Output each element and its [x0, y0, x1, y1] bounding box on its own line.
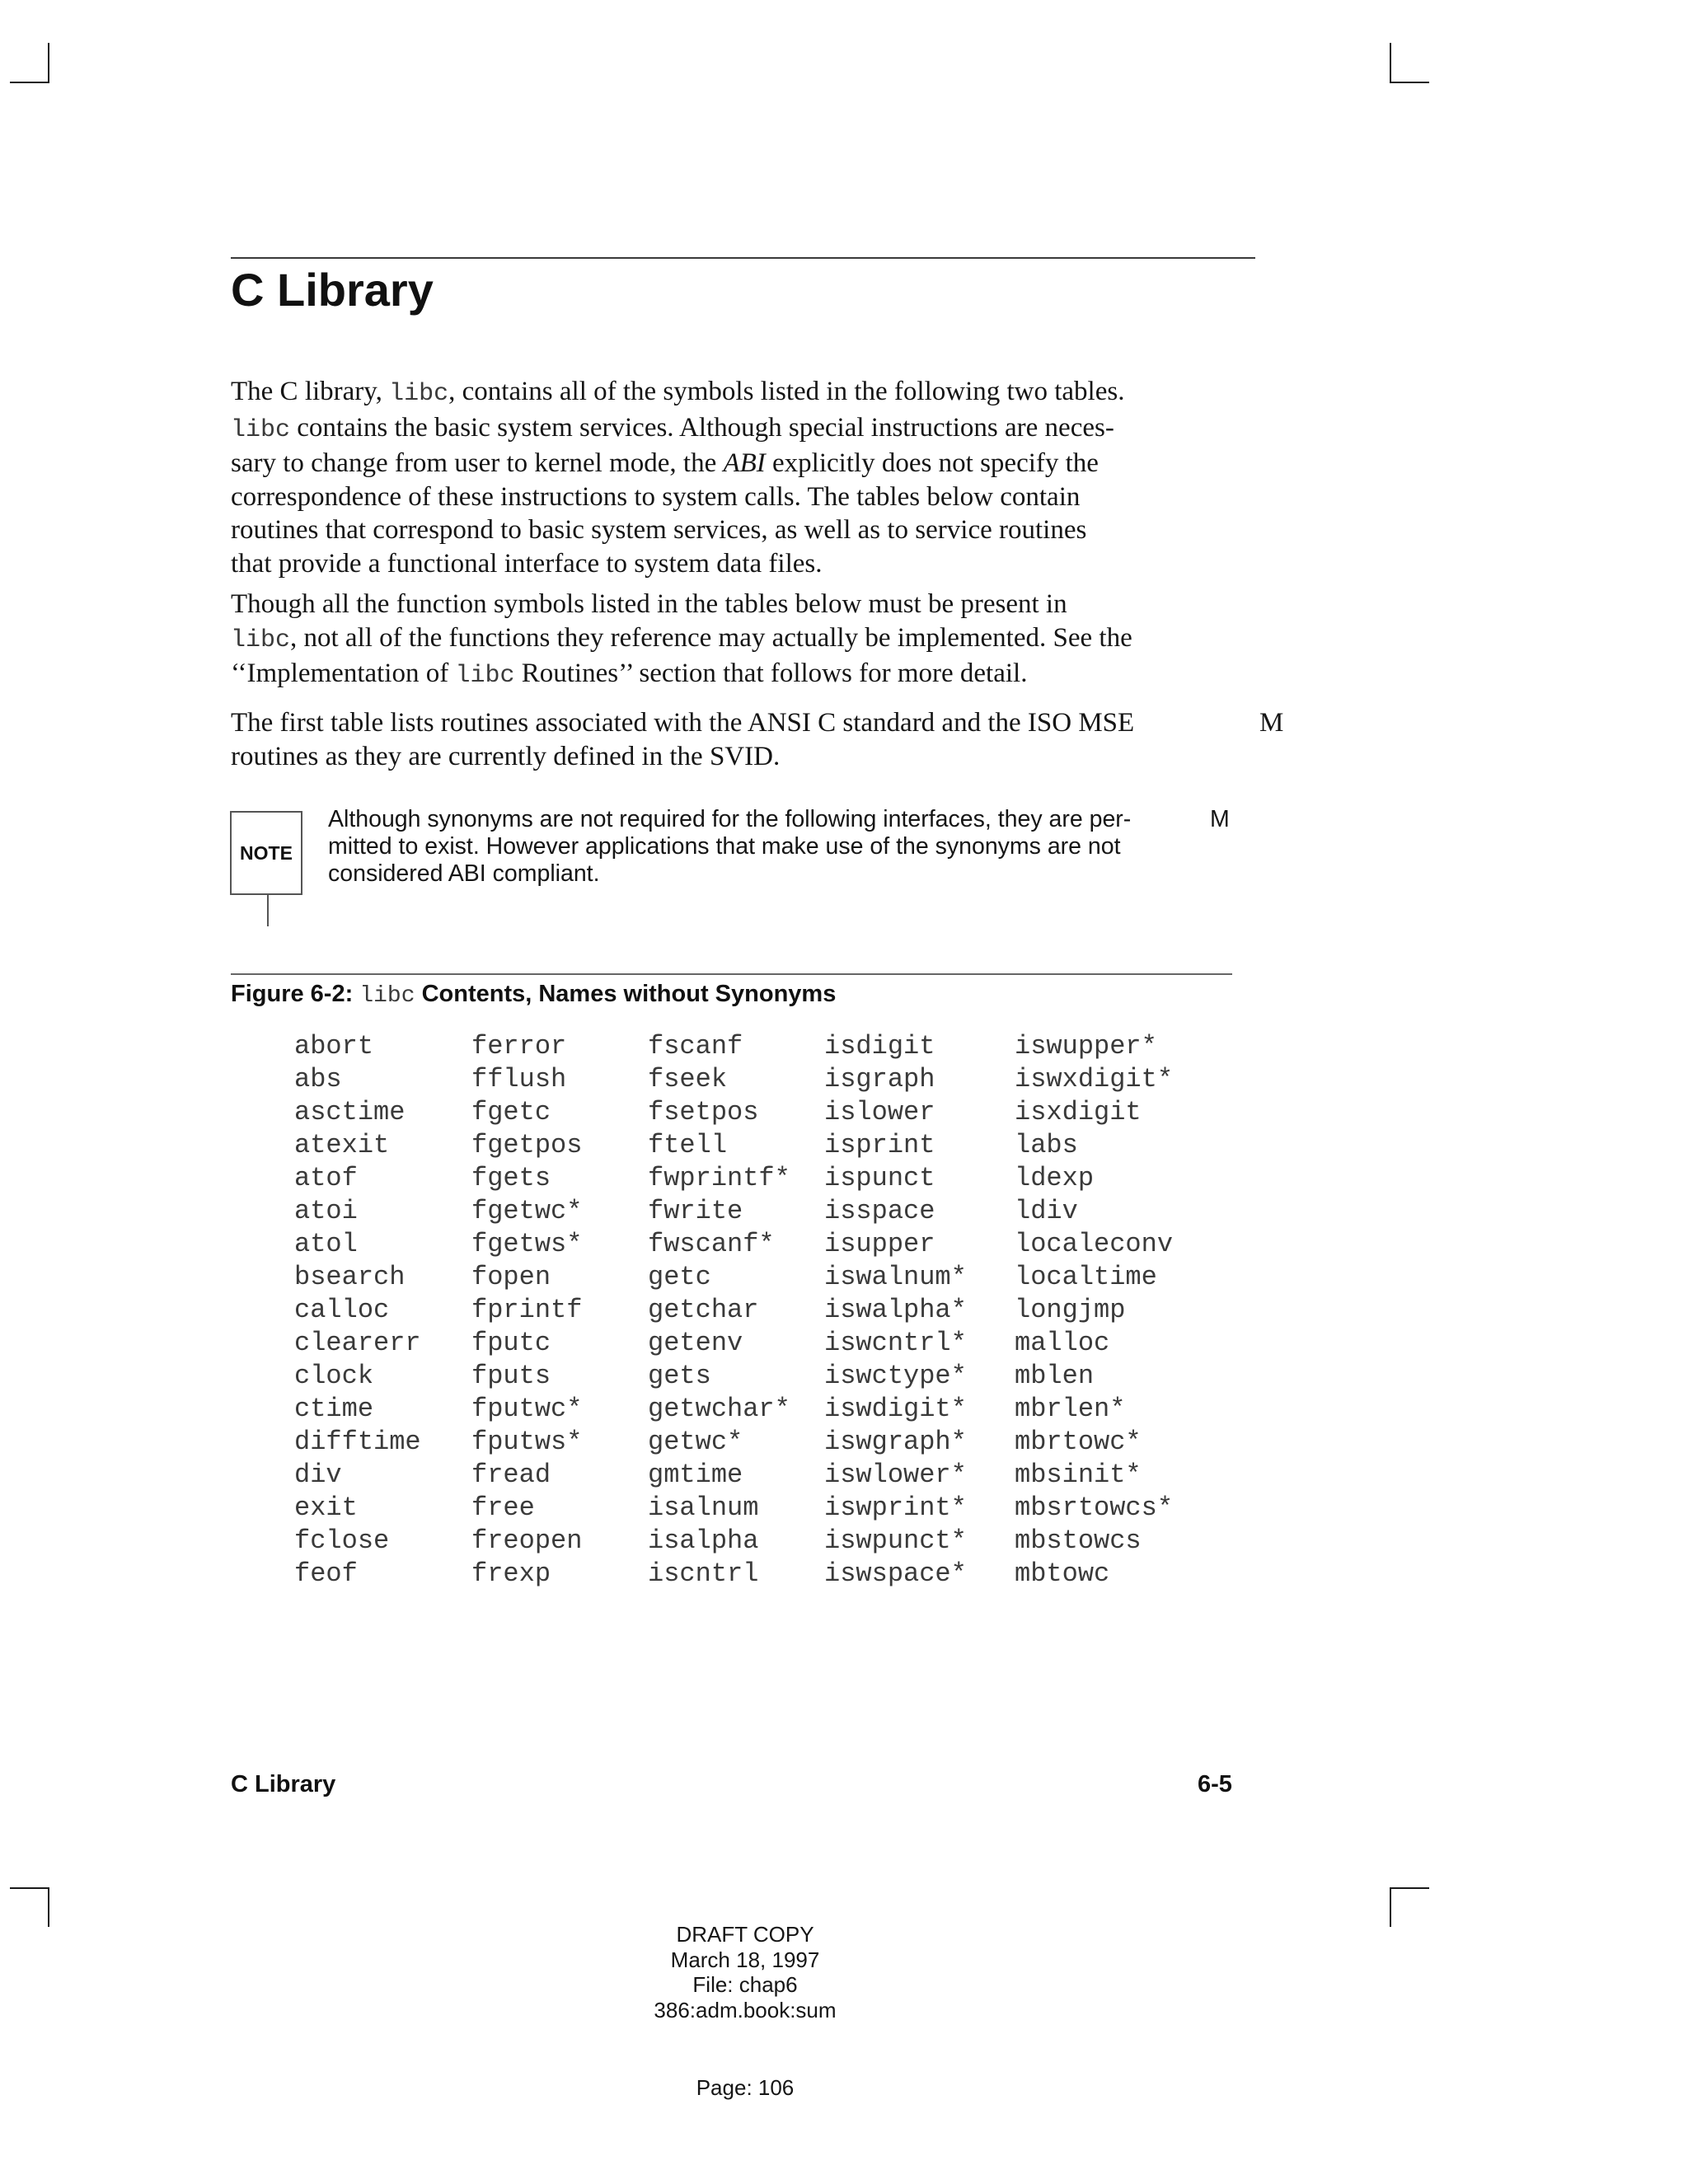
note-line: considered ABI compliant. [328, 860, 600, 887]
function-name: localeconv [1015, 1229, 1174, 1259]
note-stem [267, 895, 269, 926]
function-column [471, 1030, 582, 1591]
function-name: isxdigit [1015, 1097, 1142, 1127]
function-name: gets [648, 1361, 711, 1391]
function-name: mbrtowc* [1015, 1427, 1142, 1457]
function-name: fgetpos [471, 1130, 583, 1160]
text-line [231, 411, 1253, 448]
function-name: difftime [294, 1427, 421, 1457]
function-name: longjmp [1015, 1295, 1126, 1325]
function-name: malloc [1015, 1328, 1110, 1358]
function-name: fputs [471, 1361, 551, 1391]
draft-info [580, 1922, 910, 2022]
function-name: iscntrl [648, 1558, 759, 1589]
page-title: C Library [231, 264, 434, 316]
function-name: labs [1015, 1130, 1078, 1160]
function-name: mbsinit* [1015, 1460, 1142, 1490]
function-name: mbrlen* [1015, 1394, 1126, 1424]
text: , not all of the functions they reference may actually be implemented. See the [290, 622, 1132, 653]
function-name: iswupper* [1015, 1031, 1157, 1062]
function-name: abs [294, 1064, 342, 1094]
function-name: fputc [471, 1328, 551, 1358]
function-name: fgetws* [471, 1229, 583, 1259]
paragraph-first-table [231, 706, 1253, 773]
function-name: iswctype* [824, 1361, 967, 1391]
function-name: ldexp [1015, 1163, 1095, 1193]
function-name: fread [471, 1460, 551, 1490]
function-name: feof [294, 1558, 358, 1589]
function-name: fwrite [648, 1196, 743, 1226]
function-name: fgets [471, 1163, 551, 1193]
draft-file: File: chap6 [692, 1972, 798, 1997]
function-name: div [294, 1460, 342, 1490]
text-line: Though all the function symbols listed in the tables below must be present in [231, 589, 1067, 619]
note-line: Although synonyms are not required for the following interfaces, they are per- [328, 806, 1132, 832]
paragraph-intro [231, 375, 1253, 580]
text: The C library, [231, 377, 390, 406]
figure-number: Figure 6-2: [231, 981, 354, 1007]
text: explicitly does not specify the [765, 448, 1099, 478]
footer-page-number: 6-5 [1198, 1771, 1232, 1797]
function-name: freopen [471, 1526, 583, 1556]
function-name: gmtime [648, 1460, 743, 1490]
function-name: getwc* [648, 1427, 743, 1457]
function-name: mblen [1015, 1361, 1095, 1391]
note-line: mitted to exist. However applications that make use of the synonyms are not [328, 833, 1121, 860]
function-name: fwscanf* [648, 1229, 775, 1259]
text-line [231, 375, 1253, 411]
figure-rule [231, 973, 1232, 975]
footer-chapter: C Library [231, 1771, 336, 1797]
function-name: iswgraph* [824, 1427, 967, 1457]
function-name: mbtowc [1015, 1558, 1110, 1589]
change-bar-mark: M [1259, 708, 1284, 738]
note-text [328, 806, 1202, 888]
function-name: isupper [824, 1229, 935, 1259]
function-name: asctime [294, 1097, 406, 1127]
text-line [231, 447, 1253, 480]
text-line [231, 657, 1253, 693]
code-libc: libc [455, 662, 515, 690]
function-name: iswalnum* [824, 1262, 967, 1292]
function-name: fputws* [471, 1427, 583, 1457]
function-name: fopen [471, 1262, 551, 1292]
text-line: correspondence of these instructions to system calls. The tables below contain [231, 481, 1081, 512]
text: ‘‘Implementation of [231, 658, 456, 688]
function-name: iswlower* [824, 1460, 967, 1490]
function-name: fseek [648, 1064, 728, 1094]
function-column [1015, 1030, 1173, 1591]
function-name: ctime [294, 1394, 374, 1424]
figure-caption [231, 979, 836, 1011]
function-name: iswprint* [824, 1493, 967, 1523]
abi-emphasis: ABI [723, 448, 766, 478]
figure-title: Contents, Names without Synonyms [421, 981, 837, 1007]
function-name: exit [294, 1493, 358, 1523]
code-libc: libc [231, 415, 291, 444]
draft-book: 386:adm.book:sum [654, 1997, 837, 2022]
note-label: NOTE [240, 841, 293, 864]
crop-mark-top-left [48, 43, 49, 82]
function-name: free [471, 1493, 535, 1523]
function-name: atof [294, 1163, 358, 1193]
function-name: iswspace* [824, 1558, 967, 1589]
function-name: isgraph [824, 1064, 935, 1094]
text-line: that provide a functional interface to system data files. [231, 548, 823, 579]
text-line: routines that correspond to basic system services, as well as to service routines [231, 515, 1087, 545]
function-name: ftell [648, 1130, 728, 1160]
function-name: ferror [471, 1031, 567, 1062]
function-name: clock [294, 1361, 374, 1391]
function-name: fscanf [648, 1031, 743, 1062]
function-name: atol [294, 1229, 358, 1259]
draft-label: DRAFT COPY [676, 1922, 814, 1947]
function-name: isalpha [648, 1526, 759, 1556]
crop-mark-top-right [1390, 43, 1391, 82]
function-name: fputwc* [471, 1394, 583, 1424]
crop-mark-bottom-right [1390, 1887, 1391, 1927]
change-bar-mark: M [1210, 806, 1230, 832]
note-box [230, 811, 302, 895]
text: Routines’’ section that follows for more detail. [514, 658, 1028, 688]
function-name: mbstowcs [1015, 1526, 1142, 1556]
function-name: localtime [1015, 1262, 1157, 1292]
text: sary to change from user to kernel mode, the [231, 448, 724, 478]
function-name: iswcntrl* [824, 1328, 967, 1358]
function-name: iswxdigit* [1015, 1064, 1174, 1094]
function-name: isalnum [648, 1493, 759, 1523]
function-name: fprintf [471, 1295, 583, 1325]
function-name: getenv [648, 1328, 743, 1358]
function-name: mbsrtowcs* [1015, 1493, 1174, 1523]
crop-mark-bottom-left [48, 1887, 49, 1927]
crop-mark-top-left [10, 82, 49, 83]
function-name: atexit [294, 1130, 390, 1160]
function-column [294, 1030, 421, 1591]
heading-rule [231, 257, 1255, 259]
text: , contains all of the symbols listed in the following two tables. [448, 377, 1125, 406]
function-name: atoi [294, 1196, 358, 1226]
function-name: getc [648, 1262, 711, 1292]
text-line: routines as they are currently defined in the SVID. [231, 741, 781, 771]
function-name: fgetc [471, 1097, 551, 1127]
function-name: ldiv [1015, 1196, 1078, 1226]
function-name: fflush [471, 1064, 567, 1094]
function-name: abort [294, 1031, 374, 1062]
function-name: isprint [824, 1130, 935, 1160]
code-libc: libc [359, 983, 415, 1009]
draft-page: Page: 106 [696, 2075, 795, 2100]
function-name: isspace [824, 1196, 935, 1226]
crop-mark-top-right [1390, 82, 1429, 83]
function-name: bsearch [294, 1262, 406, 1292]
function-name: fwprintf* [648, 1163, 790, 1193]
function-name: iswdigit* [824, 1394, 967, 1424]
crop-mark-bottom-left [10, 1887, 49, 1889]
paragraph-implementation [231, 588, 1253, 693]
function-name: fsetpos [648, 1097, 759, 1127]
function-name: iswalpha* [824, 1295, 967, 1325]
text-line: The first table lists routines associated with the ANSI C standard and the ISO MSE [231, 708, 1135, 738]
text-line [231, 621, 1253, 658]
function-name: getchar [648, 1295, 759, 1325]
draft-date: March 18, 1997 [670, 1947, 820, 1972]
function-name: iswpunct* [824, 1526, 967, 1556]
function-name: getwchar* [648, 1394, 790, 1424]
text: contains the basic system services. Although special instructions are neces- [290, 412, 1114, 443]
crop-mark-bottom-right [1390, 1887, 1429, 1889]
function-name: calloc [294, 1295, 390, 1325]
function-column [824, 1030, 967, 1591]
code-libc: libc [231, 626, 291, 654]
function-name: islower [824, 1097, 935, 1127]
code-libc: libc [389, 380, 449, 408]
function-name: fclose [294, 1526, 390, 1556]
function-name: ispunct [824, 1163, 935, 1193]
function-column [648, 1030, 790, 1591]
function-name: frexp [471, 1558, 551, 1589]
function-name: fgetwc* [471, 1196, 583, 1226]
function-name: isdigit [824, 1031, 935, 1062]
function-name: clearerr [294, 1328, 421, 1358]
